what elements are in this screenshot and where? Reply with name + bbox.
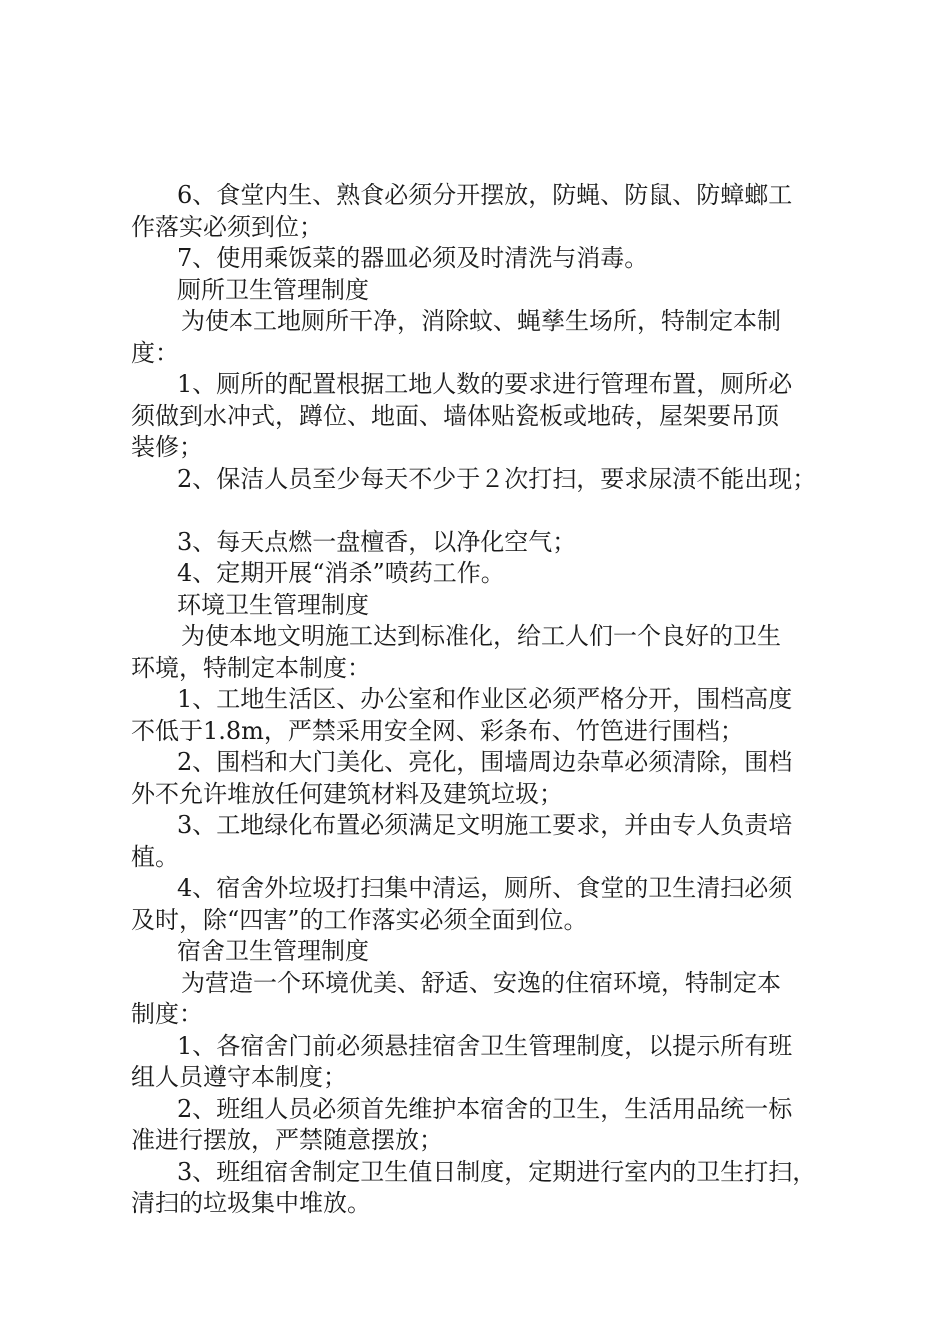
text-line: 3、每天点燃一盘檀香，以净化空气； xyxy=(177,527,577,556)
text-line: 环境，特制定本制度： xyxy=(131,653,371,682)
text-line: 6、食堂内生、熟食必须分开摆放，防蝇、防鼠、防蟑螂工 xyxy=(177,181,793,209)
text-line: 3、班组宿舍制定卫生值日制度，定期进行室内的卫生打扫， xyxy=(177,1157,817,1186)
text-line: 度： xyxy=(131,338,179,367)
text-line: 2、围档和大门美化、亮化，围墙周边杂草必须清除，围档 xyxy=(177,748,793,776)
text-line: 外不允许堆放任何建筑材料及建筑垃圾； xyxy=(131,779,563,808)
text-line: 1、各宿舍门前必须悬挂宿舍卫生管理制度，以提示所有班 xyxy=(177,1031,793,1060)
text-line: 1、工地生活区、办公室和作业区必须严格分开，围档高度 xyxy=(177,685,793,713)
text-line: 7、使用乘饭菜的器皿必须及时清洗与消毒。 xyxy=(177,244,649,272)
text-line: 4、宿舍外垃圾打扫集中清运，厕所、食堂的卫生清扫必须 xyxy=(177,874,793,902)
text-line: 1、厕所的配置根据工地人数的要求进行管理布置，厕所必 xyxy=(177,370,793,398)
text-line: 不低于1.8m，严禁采用安全网、彩条布、竹笆进行围档； xyxy=(131,716,744,745)
text-line: 为使本地文明施工达到标准化，给工人们一个良好的卫生 xyxy=(181,622,781,650)
text-line: 为营造一个环境优美、舒适、安逸的住宿环境，特制定本 xyxy=(181,968,781,997)
text-line: 厕所卫生管理制度 xyxy=(177,275,369,304)
text-line: 及时，除“四害”的工作落实必须全面到位。 xyxy=(131,905,588,934)
text-line: 制度： xyxy=(131,1000,203,1028)
text-line: 清扫的垃圾集中堆放。 xyxy=(131,1189,371,1217)
text-line: 装修； xyxy=(131,433,203,461)
text-line: 植。 xyxy=(131,842,179,871)
blank-line xyxy=(131,495,843,527)
text-line: 组人员遵守本制度； xyxy=(131,1063,347,1091)
text-line: 作落实必须到位； xyxy=(131,212,323,241)
text-line: 为使本工地厕所干净，消除蚊、蝇孳生场所，特制定本制 xyxy=(181,307,781,335)
document-body xyxy=(131,180,843,1220)
text-line: 准进行摆放，严禁随意摆放； xyxy=(131,1126,443,1154)
text-line: 2、班组人员必须首先维护本宿舍的卫生，生活用品统一标 xyxy=(177,1094,793,1123)
text-line: 3、工地绿化布置必须满足文明施工要求，并由专人负责培 xyxy=(177,811,793,839)
text-line: 4、定期开展“消杀”喷药工作。 xyxy=(177,559,505,587)
text-line: 2、保洁人员至少每天不少于２次打扫，要求尿渍不能出现； xyxy=(177,464,817,493)
text-line: 须做到水冲式，蹲位、地面、墙体贴瓷板或地砖，屋架要吊顶 xyxy=(131,401,779,430)
text-line: 宿舍卫生管理制度 xyxy=(177,937,369,965)
text-line: 环境卫生管理制度 xyxy=(177,590,369,619)
